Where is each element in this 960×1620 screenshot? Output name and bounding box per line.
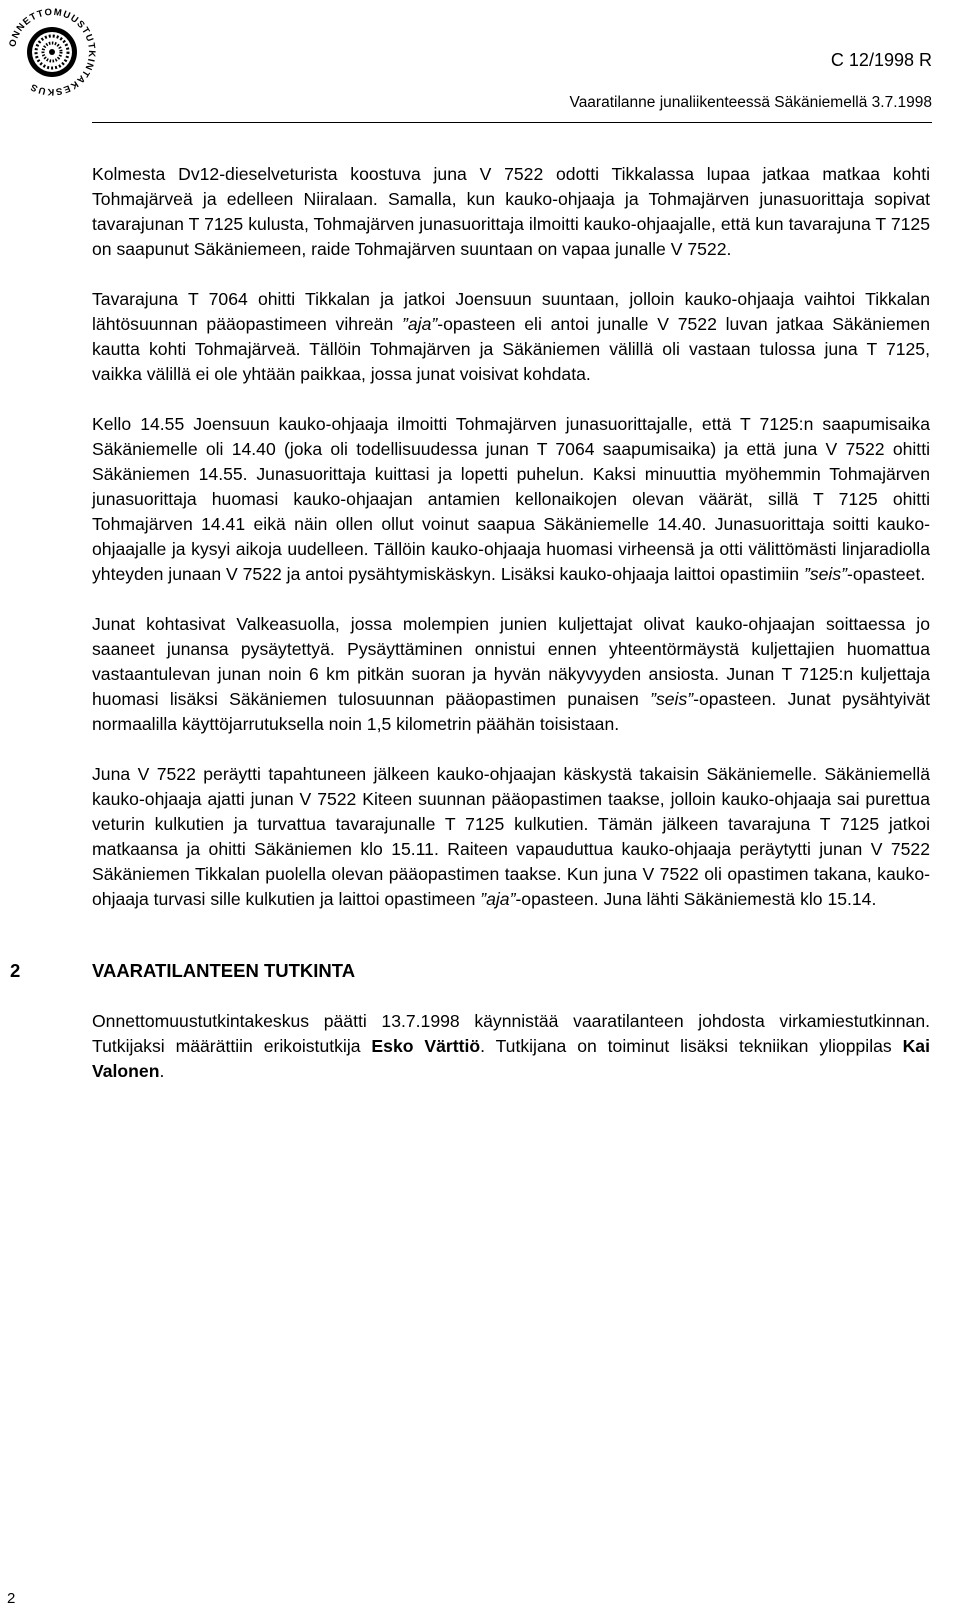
signal-seis: ”seis” (650, 689, 694, 709)
signal-seis: ”seis” (803, 564, 847, 584)
paragraph-3: Kello 14.55 Joensuun kauko-ohjaaja ilmoitti Tohmajärven junasuorittajalle, että T 7125:n saapumisaika Säkäniemelle oli 14.40 (joka oli todellisuudessa junan T 7064 saapumisaika) ja että juna V 7522 ohitti Säkäniemen 14.55. Junasuorittaja kuittasi ja lopetti puhelun. Kaksi minuuttia myöhemmin Tohmajärven junasuorittaja huomasi kauko-ohjaajan antamien kellonaikojen olevan väärät, sillä T 7125 ohitti Tohmajärven 14.41 eikä näin ollen ollut voinut saapua Säkäniemelle 14.40. Junasuorittaja soitti kauko-ohjaajalle ja kysyi aikoja uudelleen. Tällöin kauko-ohjaaja huomasi virheensä ja otti välittömästi linjaradiolla yhteyden junaan V 7522 ja antoi pysähtymiskäskyn. Lisäksi kauko-ohjaaja laittoi opastimiin ”seis”-opasteet. (92, 414, 930, 584)
logo-sunburst (27, 27, 77, 77)
signal-aja: ”aja” (480, 889, 516, 909)
section-paragraph: Onnettomuustutkintakeskus päätti 13.7.1998 käynnistää vaaratilanteen johdosta virkamiestutkinnan. Tutkijaksi määrättiin erikoistutkija Esko Värttiö. Tutkijana on toiminut lisäksi tekniikan ylioppilas Kai Valonen. (92, 1011, 930, 1081)
header-divider (92, 122, 932, 123)
paragraph-2: Tavarajuna T 7064 ohitti Tikkalan ja jatkoi Joensuun suuntaan, jolloin kauko-ohjaaja vaihtoi Tikkalan lähtösuunnan pääopastimeen vihreän ”aja”-opasteen eli antoi junalle V 7522 luvan jatkaa Säkäniemen kautta kohti Tohmajärveä. Tällöin Tohmajärven ja Säkäniemen välillä oli vastaan tulossa juna T 7125, vaikka välillä ei ole yhtään paikkaa, jossa junat voisivat kohdata. (92, 289, 930, 384)
investigator-name: Esko Värttiö (371, 1036, 481, 1056)
paragraph-1: Kolmesta Dv12-dieselveturista koostuva juna V 7522 odotti Tikkalassa lupaa jatkaa matkaa kohti Tohmajärveä ja edelleen Niiralaan. Samalla, kun kauko-ohjaaja ja Tohmajärven junasuorittaja sopivat tavarajunan T 7125 kulusta, Tohmajärven junasuorittaja ilmoitti kauko-ohjaajalle, että kun tavarajuna T 7125 on saapunut Säkäniemeen, raide Tohmajärven suuntaan on vapaa junalle V 7522. (92, 164, 930, 259)
document-body (10, 162, 930, 1109)
report-code: C 12/1998 R (830, 50, 932, 70)
paragraph-5: Juna V 7522 peräytti tapahtuneen jälkeen kauko-ohjaajan käskystä takaisin Säkäniemelle. Säkäniemellä kauko-ohjaaja ajatti junan V 7522 Kiteen suunnan pääopastimen taakse, jolloin kauko-ohjaaja sai purettua veturin kulkutien ja turvattua tavarajunalle T 7125 kulkutien. Tämän jälkeen tavarajuna T 7125 jatkoi matkaansa ja ohitti Säkäniemen klo 15.11. Raiteen vapauduttua kauko-ohjaaja peräytytti junan V 7522 Säkäniemen Tikkalan puolella olevan pääopastimen taakse. Kun juna V 7522 oli opastimen takana, kauko-ohjaaja turvasi sille kulkutien ja laittoi opastimeen ”aja”-opasteen. Juna lähti Säkäniemestä klo 15.14. (92, 764, 930, 909)
section-number: 2 (10, 960, 21, 981)
paragraph-4: Junat kohtasivat Valkeasuolla, jossa molempien junien kuljettajat olivat kauko-ohjaajan soittaessa jo saaneet junansa pysäytettyä. Pysäyttäminen onnistui ennen yhteentörmäystä kuljettajien huomattua vastaantulevan junan noin 6 km pitkän suoran ja hyvän näkyvyyden ansiosta. Junan T 7125:n kuljettaja huomasi lisäksi Säkäniemen tulosuunnan pääopastimen punaisen ”seis”-opasteen. Junat pysähtyivät normaalilla käyttöjarrutuksella noin 1,5 kilometrin päähän toisistaan. (92, 614, 930, 734)
section-heading (10, 958, 930, 983)
svg-text:ONNETTOMUUSTUTKINTAKESKUS: ONNETTOMUUSTUTKINTAKESKUS (7, 6, 98, 98)
assistant-name: Kai Valonen (92, 1036, 930, 1081)
page-number: 2 (7, 1590, 16, 1607)
report-title: Vaaratilanne junaliikenteessä Säkäniemellä 3.7.1998 (569, 94, 932, 111)
onnettomuustutkintakeskus-logo (0, 0, 104, 104)
signal-aja: ”aja” (402, 314, 438, 334)
section-title: VAARATILANTEEN TUTKINTA (92, 960, 356, 981)
